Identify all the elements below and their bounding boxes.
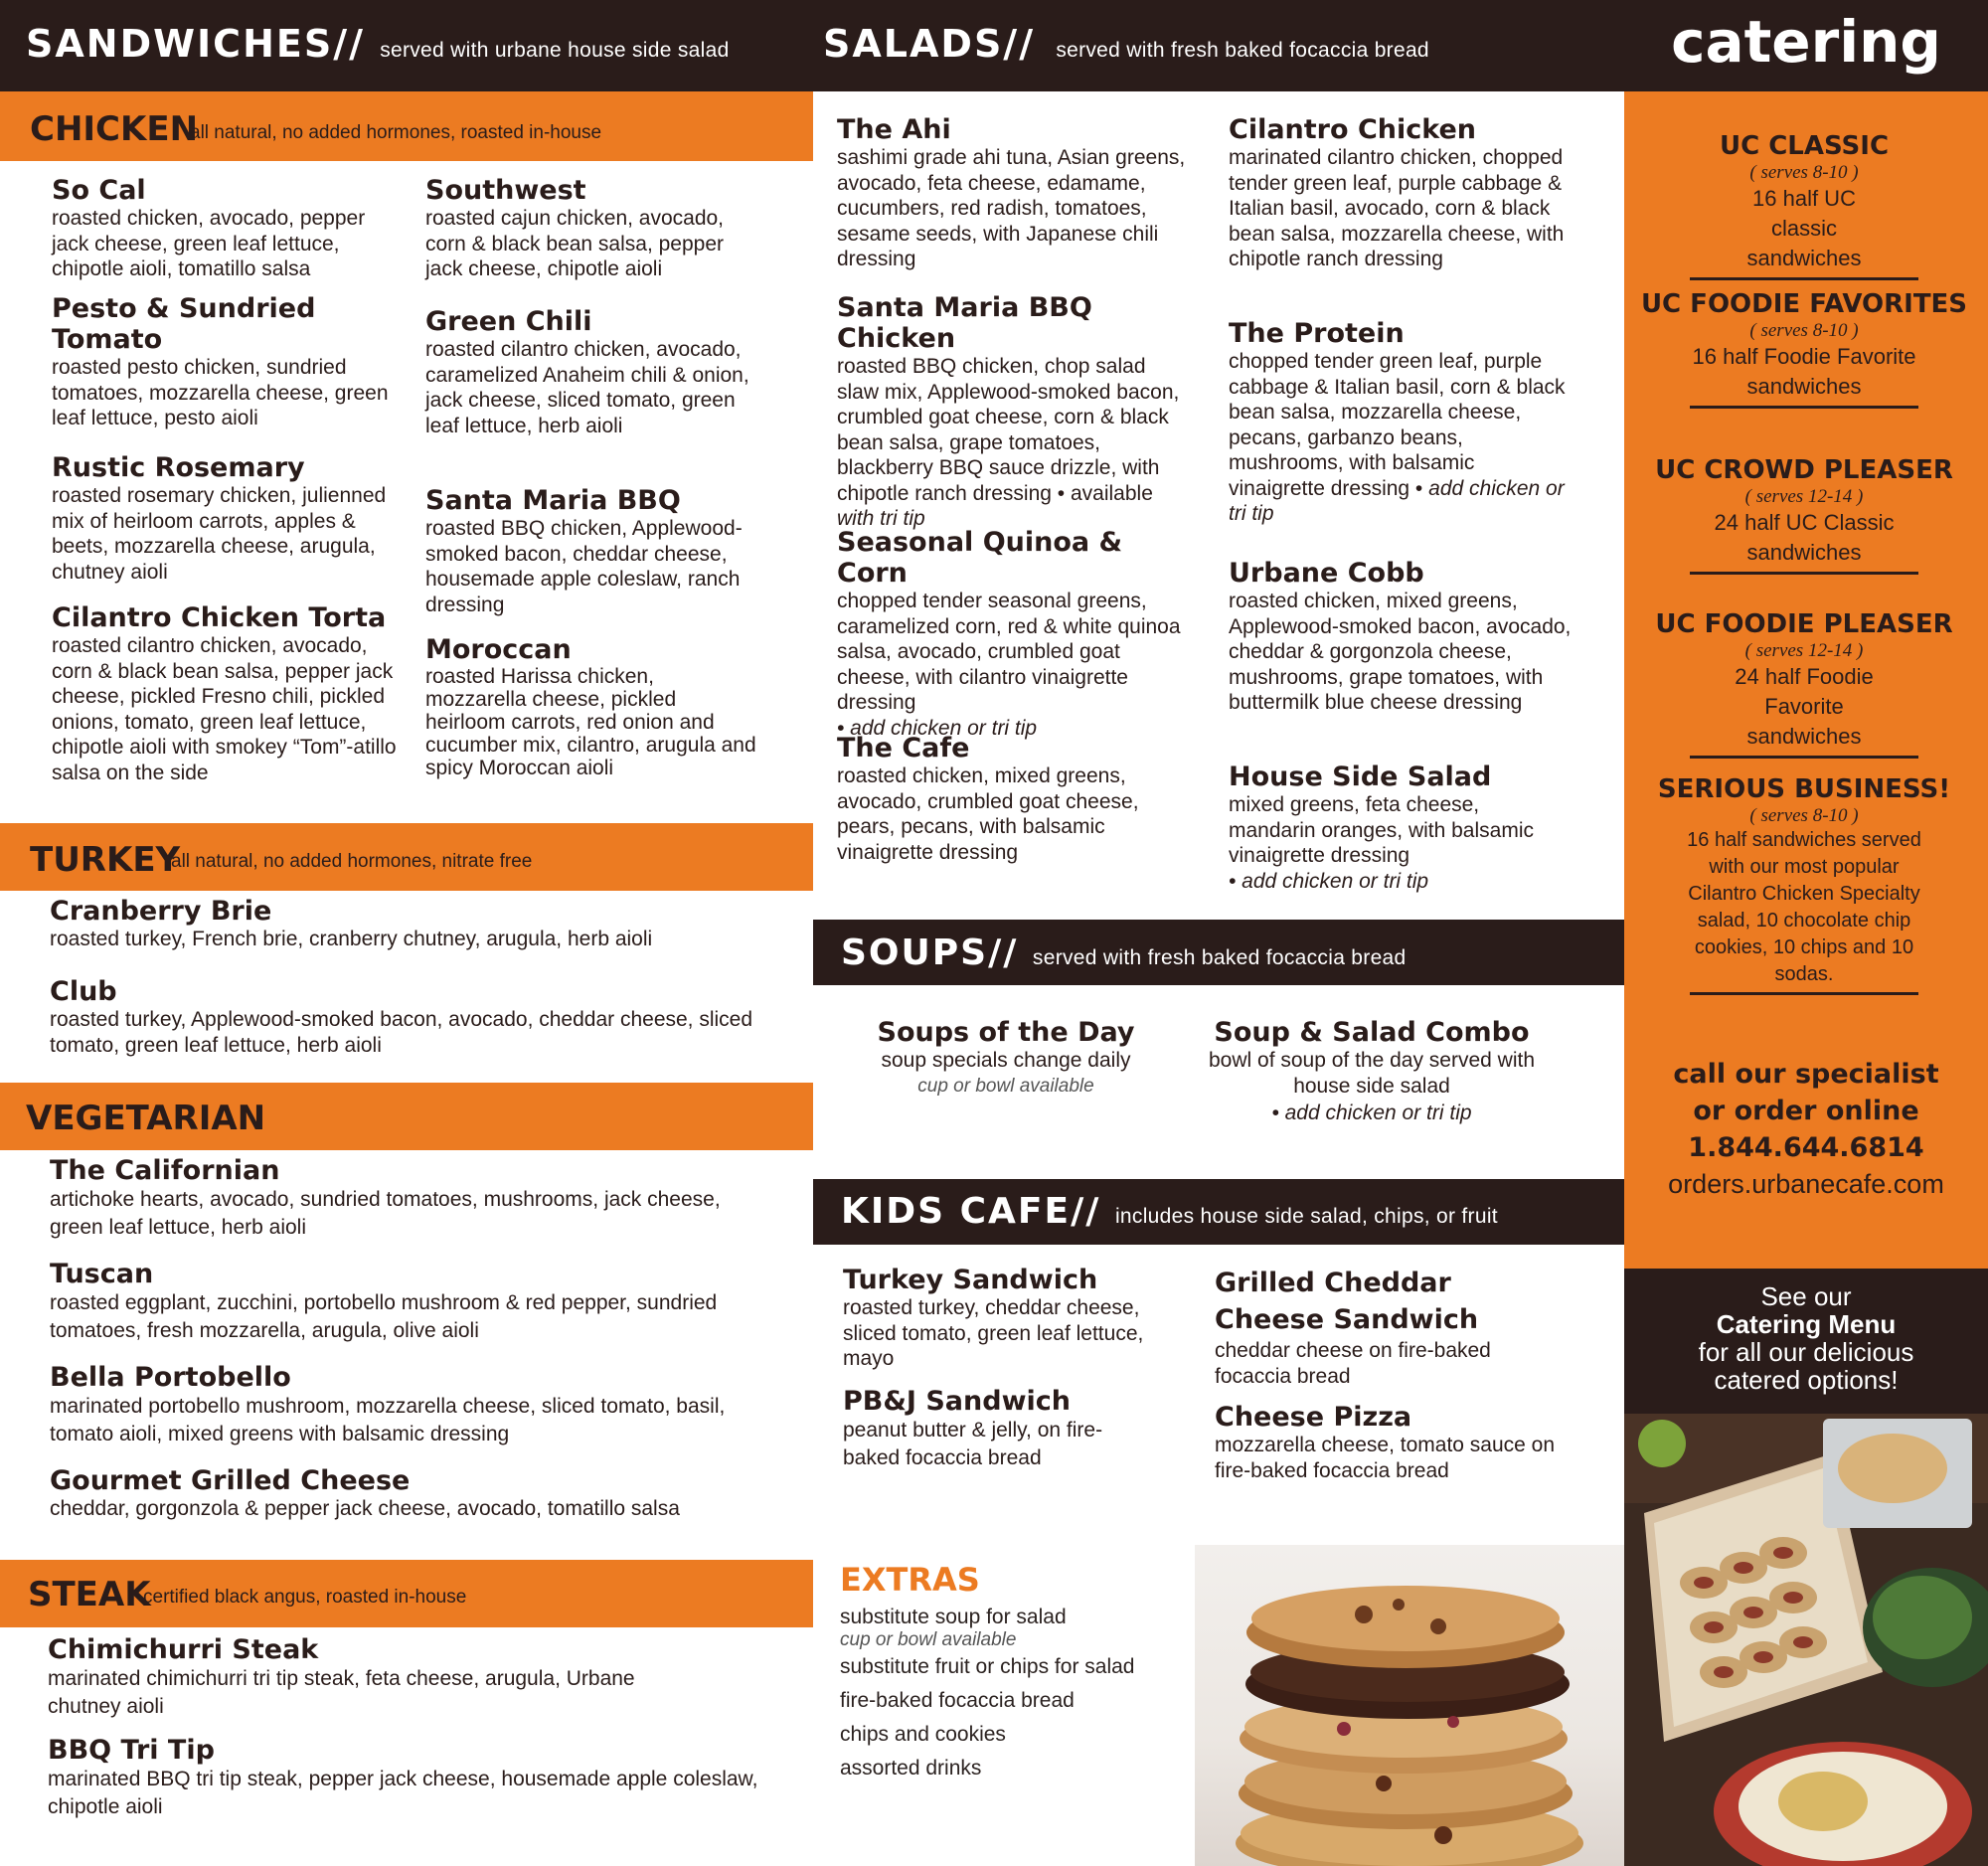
item-desc: marinated portobello mushroom, mozzarella cheese, sliced tomato, basil, tomato aioli, mixed greens with balsamic dressing (50, 1395, 726, 1445)
catering-package-crowd-pleaser (1625, 454, 1983, 575)
menu-item-moroccan (425, 634, 758, 779)
soups-title: SOUPS// (841, 933, 1019, 973)
menu-item-tuscan (50, 1259, 765, 1345)
cookies-photo (1195, 1545, 1624, 1866)
extras-line: chips and cookies (840, 1723, 1006, 1746)
menu-item-urbane-cobb (1229, 558, 1572, 716)
cookie-stack-illustration (1195, 1545, 1624, 1866)
promo-line-1: See our (1760, 1281, 1852, 1311)
item-name: The Californian (50, 1155, 280, 1186)
menu-item-bella-portobello (50, 1362, 785, 1448)
item-desc: cheddar, gorgonzola & pepper jack cheese, avocado, tomatillo salsa (50, 1497, 680, 1520)
item-name: Cranberry Brie (50, 896, 272, 927)
catering-package-foodie-pleaser (1625, 608, 1983, 759)
item-name: Gourmet Grilled Cheese (50, 1465, 411, 1496)
item-desc: marinated BBQ tri tip steak, pepper jack cheese, housemade apple coleslaw, chipotle aioli (48, 1768, 758, 1818)
item-desc-text: roasted BBQ chicken, chop salad slaw mix, Applewood-smoked bacon, crumbled goat cheese, corn & black bean salsa, grape tomatoes, blackberry BBQ sauce drizzle, with chipotle ranch dressing • available (837, 355, 1180, 505)
item-desc (1229, 349, 1572, 527)
item-desc: roasted turkey, cheddar cheese, sliced tomato, green leaf lettuce, mayo (843, 1296, 1144, 1370)
catering-promo (1624, 1269, 1988, 1414)
item-name: Santa Maria BBQ (425, 485, 681, 516)
extras-line: substitute fruit or chips for salad (840, 1655, 1135, 1678)
soups-subtitle: served with fresh baked focaccia bread (1032, 946, 1407, 969)
catering-package-foodie-favorites (1625, 288, 1983, 409)
item-name: Grilled Cheddar Cheese Sandwich (1215, 1268, 1479, 1335)
item-desc: mixed greens, feta cheese, mandarin oranges, with balsamic vinaigrette dressing (1229, 793, 1534, 867)
steak-subtitle: certified black angus, roasted in-house (143, 1587, 467, 1608)
menu-item-the-ahi (837, 114, 1195, 272)
item-desc: roasted eggplant, zucchini, portobello mushroom & red pepper, sundried tomatoes, fresh mozzarella, arugula, olive aioli (50, 1291, 718, 1342)
extras-title: EXTRAS (840, 1561, 980, 1599)
package-divider (1690, 572, 1918, 575)
package-serves: ( serves 12-14 ) (1744, 640, 1864, 661)
promo-line-3: for all our delicious (1698, 1337, 1914, 1367)
extras-note: cup or bowl available (840, 1629, 1017, 1650)
item-note: • add chicken or tri tip (837, 716, 1038, 740)
catering-url[interactable]: orders.urbanecafe.com (1668, 1169, 1944, 1199)
item-name: The Cafe (837, 733, 970, 763)
menu-item-pbj-sandwich (843, 1386, 1131, 1472)
menu-item-green-chili (425, 306, 758, 438)
catering-title: catering (1671, 8, 1941, 76)
menu-item-soup-salad-combo (1188, 1017, 1556, 1128)
menu-item-rustic-rosemary (52, 452, 395, 585)
item-name: So Cal (52, 175, 146, 206)
package-serves: ( serves 8-10 ) (1749, 162, 1859, 183)
menu-item-bbq-tri-tip (48, 1735, 783, 1821)
turkey-title: TURKEY (30, 840, 181, 880)
item-desc (837, 354, 1193, 532)
item-note: add chicken or tri tip (1229, 476, 1565, 525)
menu-item-californian (50, 1155, 746, 1242)
item-name: Pesto & Sundried Tomato (52, 293, 316, 355)
kids-title: KIDS CAFE// (841, 1191, 1101, 1232)
item-desc: roasted Harissa chicken, mozzarella cheese, pickled heirloom carrots, red onion and cucumber mix, cilantro, arugula and spicy Moroccan aioli (425, 665, 756, 779)
cta-line-1: call our specialist (1673, 1059, 1939, 1090)
item-name: House Side Salad (1229, 762, 1492, 792)
package-name: UC CROWD PLEASER (1655, 455, 1953, 485)
promo-line-2[interactable]: Catering Menu (1716, 1309, 1897, 1339)
salads-title: SALADS// (823, 22, 1036, 66)
menu-item-santa-maria-bbq (425, 485, 758, 617)
package-serves: ( serves 8-10 ) (1749, 320, 1859, 341)
sandwiches-heading (26, 22, 730, 66)
item-name: Soup & Salad Combo (1214, 1017, 1530, 1048)
item-note: • add chicken or tri tip (1271, 1102, 1472, 1124)
item-note: cup or bowl available (917, 1075, 1094, 1097)
chicken-subtitle: all natural, no added hormones, roasted in-house (190, 122, 602, 143)
menu-item-grilled-cheddar (1215, 1265, 1558, 1389)
catering-phone[interactable]: 1.844.644.6814 (1688, 1132, 1924, 1163)
package-serves: ( serves 8-10 ) (1749, 805, 1859, 826)
extras-line: fire-baked focaccia bread (840, 1689, 1075, 1712)
item-name: Santa Maria BBQ Chicken (837, 292, 1092, 354)
extras-line: substitute soup for salad (840, 1606, 1067, 1628)
package-desc: 16 half Foodie Favorite sandwiches (1692, 344, 1916, 399)
item-desc: marinated chimichurri tri tip steak, feta cheese, arugula, Urbane chutney aioli (48, 1667, 635, 1718)
catering-platter-illustration (1624, 1414, 1988, 1866)
item-desc: sashimi grade ahi tuna, Asian greens, avocado, feta cheese, edamame, cucumbers, red radish, tomatoes, sesame seeds, with Japanese chili dressing (837, 146, 1186, 270)
package-desc: 16 half UC classic sandwiches (1746, 186, 1862, 270)
menu-item-chimichurri-steak (48, 1634, 684, 1721)
package-desc: 16 half sandwiches served with our most popular Cilantro Chicken Specialty salad, 10 chocolate chip cookies, 10 chips and 10 sodas. (1687, 829, 1921, 985)
item-name: Bella Portobello (50, 1362, 291, 1393)
item-desc: roasted chicken, mixed greens, Applewood-smoked bacon, avocado, cheddar & gorgonzola cheese, mushrooms, grape tomatoes, with buttermilk blue cheese dressing (1229, 590, 1572, 714)
package-divider (1690, 756, 1918, 759)
item-desc: chopped tender seasonal greens, caramelized corn, red & white quinoa salsa, avocado, crumbled goat cheese, with cilantro vinaigrette dressing (837, 590, 1181, 714)
package-desc: 24 half Foodie Favorite sandwiches (1735, 664, 1874, 749)
salads-heading (823, 22, 1429, 66)
item-desc: roasted cilantro chicken, avocado, corn & black bean salsa, pepper jack cheese, pickled Fresno chili, pickled onions, tomato, green leaf lettuce, chipotle aioli with smokey “Tom”-atillo salsa on the side (52, 634, 397, 784)
menu-item-the-cafe (837, 733, 1175, 865)
menu-item-pesto (52, 293, 395, 431)
menu-item-santa-maria-bbq-chicken (837, 292, 1193, 532)
package-name: SERIOUS BUSINESS! (1657, 774, 1951, 804)
extras-line: assorted drinks (840, 1757, 982, 1780)
turkey-subtitle: all natural, no added hormones, nitrate free (171, 851, 533, 872)
item-desc: roasted chicken, avocado, pepper jack cheese, green leaf lettuce, chipotle aioli, tomatillo salsa (52, 207, 366, 280)
catering-contact (1624, 1056, 1988, 1203)
menu-item-the-protein (1229, 318, 1572, 527)
item-note: • add chicken or tri tip (1229, 869, 1429, 893)
package-divider (1690, 992, 1918, 995)
item-desc: roasted cilantro chicken, avocado, caramelized Anaheim chili & onion, jack cheese, sliced tomato, green leaf lettuce, herb aioli (425, 338, 749, 437)
item-name: PB&J Sandwich (843, 1386, 1071, 1417)
package-divider (1690, 277, 1918, 280)
item-name: Urbane Cobb (1229, 558, 1424, 589)
sandwiches-title: SANDWICHES// (26, 22, 365, 66)
catering-food-photo (1624, 1414, 1988, 1866)
package-desc: 24 half UC Classic sandwiches (1714, 510, 1895, 565)
item-desc: roasted BBQ chicken, Applewood-smoked bacon, cheddar cheese, housemade apple coleslaw, ranch dressing (425, 517, 743, 616)
item-name: The Ahi (837, 114, 951, 145)
chicken-title: CHICKEN (30, 109, 199, 149)
package-name: UC FOODIE PLEASER (1655, 609, 1953, 639)
steak-title: STEAK (28, 1575, 151, 1614)
menu-item-southwest (425, 175, 758, 282)
catering-package-uc-classic (1625, 130, 1983, 280)
item-desc: marinated cilantro chicken, chopped tender green leaf, purple cabbage & Italian basil, avocado, corn & black bean salsa, mozzarella cheese, with chipotle ranch dressing (1229, 146, 1565, 270)
item-desc: roasted turkey, French brie, cranberry chutney, arugula, herb aioli (50, 928, 653, 950)
item-desc: soup specials change daily (881, 1049, 1131, 1072)
item-name: Rustic Rosemary (52, 452, 305, 483)
item-name: The Protein (1229, 318, 1405, 349)
menu-item-gourmet-grilled-cheese (50, 1465, 785, 1522)
menu-item-club (50, 976, 785, 1058)
menu-item-house-side-salad (1229, 762, 1572, 894)
package-divider (1690, 406, 1918, 409)
item-name: Green Chili (425, 306, 592, 337)
item-name: Cilantro Chicken Torta (52, 602, 387, 633)
menu-item-cranberry-brie (50, 896, 785, 952)
item-desc: roasted chicken, mixed greens, avocado, crumbled goat cheese, pears, pecans, with balsamic vinaigrette dressing (837, 764, 1139, 864)
menu-item-cheese-pizza (1215, 1402, 1558, 1483)
item-name: Chimichurri Steak (48, 1634, 319, 1665)
item-desc: roasted rosemary chicken, julienned mix of heirloom carrots, apples & beets, mozzarella cheese, arugula, chutney aioli (52, 484, 387, 584)
soups-heading (841, 933, 1407, 973)
item-name: Southwest (425, 175, 586, 206)
package-name: UC FOODIE FAVORITES (1640, 289, 1968, 319)
item-name: Turkey Sandwich (843, 1265, 1098, 1295)
menu-item-turkey-sandwich (843, 1265, 1171, 1372)
item-desc: roasted turkey, Applewood-smoked bacon, avocado, cheddar cheese, sliced tomato, green leaf lettuce, herb aioli (50, 1008, 753, 1057)
item-name: Tuscan (50, 1259, 154, 1289)
item-desc: peanut butter & jelly, on fire-baked focaccia bread (843, 1419, 1103, 1469)
item-note: with tri tip (837, 507, 925, 530)
item-name: Seasonal Quinoa & Corn (837, 527, 1123, 589)
salads-subtitle: served with fresh baked focaccia bread (1056, 39, 1429, 62)
catering-package-serious-business (1625, 773, 1983, 995)
item-name: Cheese Pizza (1215, 1402, 1412, 1433)
item-desc: cheddar cheese on fire-baked focaccia bread (1215, 1339, 1491, 1388)
menu-item-seasonal-quinoa (837, 527, 1195, 741)
item-name: Moroccan (425, 634, 572, 665)
item-desc-text: chopped tender green leaf, purple cabbage & Italian basil, corn & black bean salsa, mozzarella cheese, pecans, garbanzo beans, mushrooms, with balsamic vinaigrette dressing • (1229, 350, 1566, 500)
menu-item-cilantro-torta (52, 602, 400, 785)
vegetarian-title: VEGETARIAN (26, 1099, 266, 1138)
menu-item-cilantro-chicken (1229, 114, 1572, 272)
kids-subtitle: includes house side salad, chips, or fruit (1114, 1205, 1498, 1228)
item-name: BBQ Tri Tip (48, 1735, 215, 1766)
item-desc: mozzarella cheese, tomato sauce on fire-baked focaccia bread (1215, 1434, 1556, 1482)
item-desc: roasted cajun chicken, avocado, corn & black bean salsa, pepper jack cheese, chipotle aioli (425, 207, 725, 280)
sandwiches-subtitle: served with urbane house side salad (380, 39, 730, 62)
menu-item-so-cal (52, 175, 395, 282)
item-desc: bowl of soup of the day served with house side salad (1208, 1049, 1536, 1098)
item-desc: roasted pesto chicken, sundried tomatoes, mozzarella cheese, green leaf lettuce, pesto aioli (52, 356, 389, 429)
menu-item-soups-of-the-day (857, 1017, 1155, 1099)
extras-list (840, 1605, 1188, 1785)
item-desc: artichoke hearts, avocado, sundried tomatoes, mushrooms, jack cheese, green leaf lettuce, herb aioli (50, 1188, 721, 1239)
kids-heading (841, 1191, 1498, 1232)
cta-line-2: or order online (1693, 1096, 1919, 1126)
promo-line-4: catered options! (1714, 1365, 1899, 1395)
item-name: Club (50, 976, 117, 1007)
package-serves: ( serves 12-14 ) (1744, 486, 1864, 507)
package-name: UC CLASSIC (1719, 131, 1890, 161)
item-name: Soups of the Day (877, 1017, 1135, 1048)
item-name: Cilantro Chicken (1229, 114, 1476, 145)
